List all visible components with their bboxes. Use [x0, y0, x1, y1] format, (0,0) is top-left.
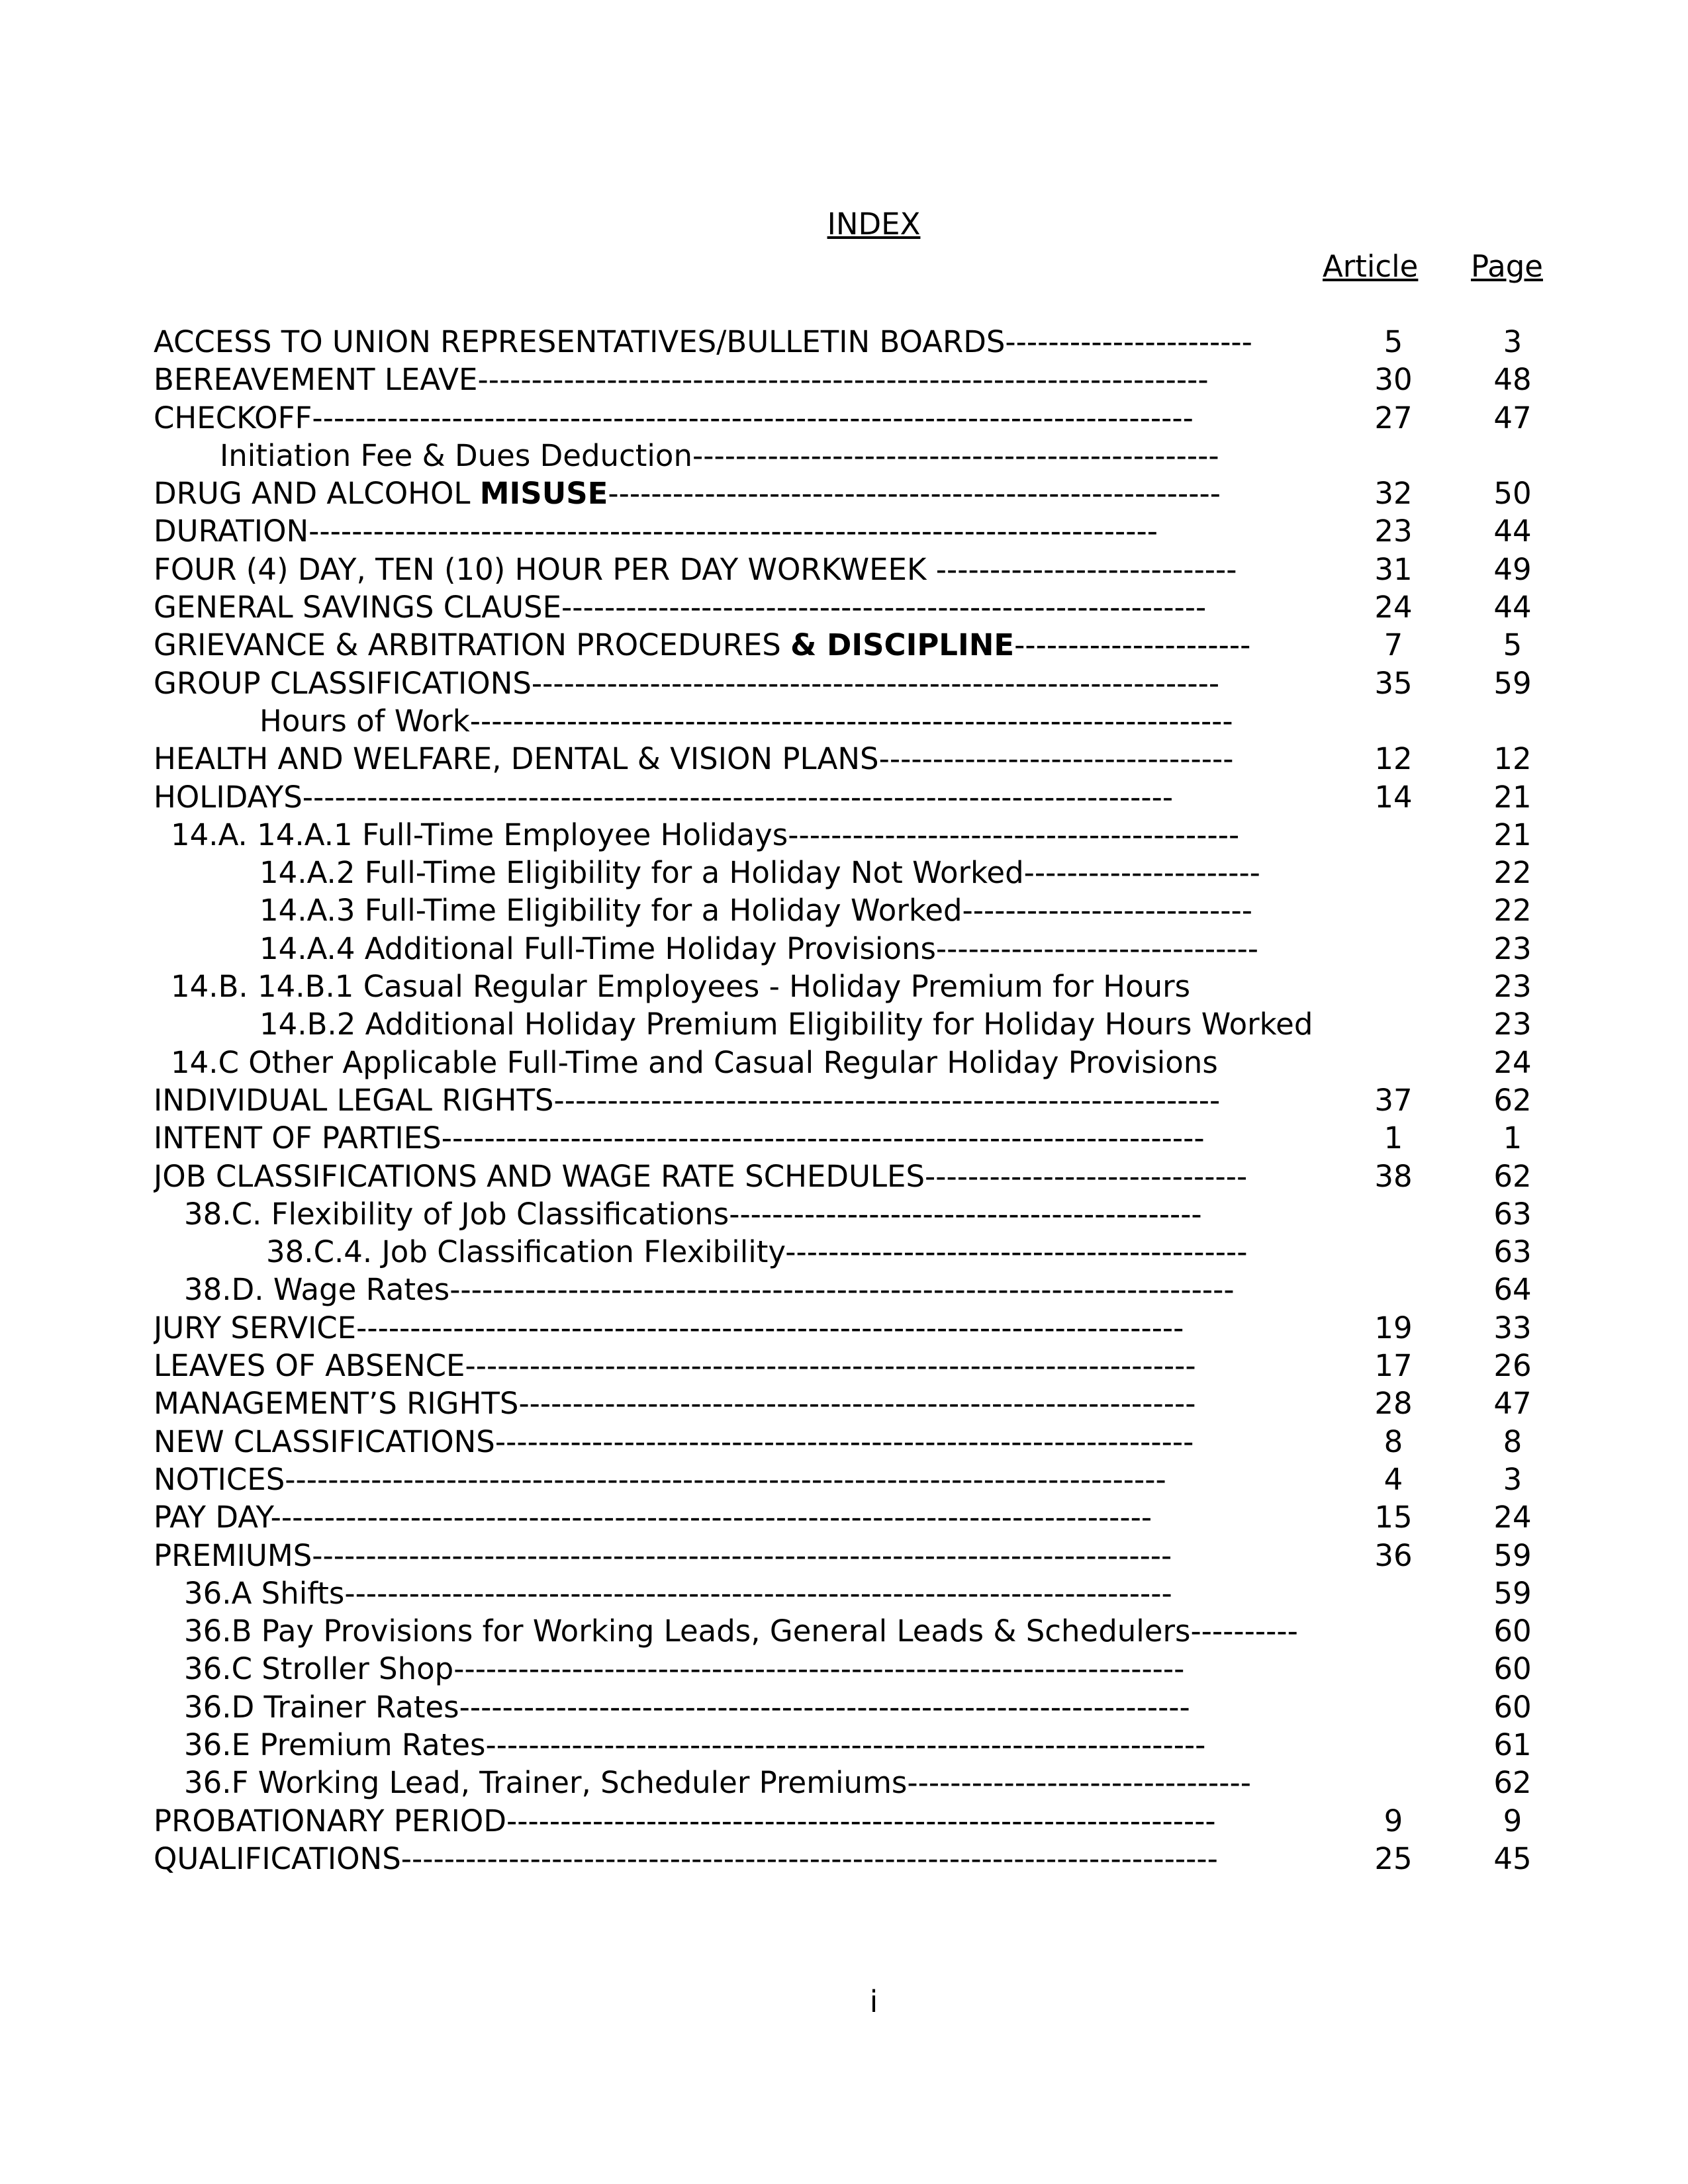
entry-label [154, 588, 1454, 626]
entry-page: 24 [1493, 1500, 1532, 1535]
entry-label [154, 1119, 1454, 1157]
entry-leader: --------------------------------------------------------- [608, 476, 1221, 512]
index-entry [0, 1158, 1688, 1195]
entry-label [154, 1840, 1454, 1878]
entry-label [154, 399, 1454, 437]
index-entry [0, 1081, 1688, 1119]
entry-label [154, 1537, 1454, 1574]
index-entry [0, 1119, 1688, 1157]
entry-label [259, 1005, 1560, 1043]
entry-label [154, 626, 1454, 664]
entry-article: 38 [1374, 1158, 1413, 1194]
index-entry [0, 551, 1688, 588]
entry-article: 8 [1383, 1424, 1403, 1459]
entry-label-text: 14.B. 14.B.1 Casual Regular Employees - Holiday Premium for Hours [171, 969, 1191, 1005]
entry-page: 49 [1493, 551, 1532, 587]
entry-page: 50 [1493, 476, 1532, 512]
entry-page: 45 [1493, 1841, 1532, 1876]
entry-label-text: GROUP CLASSIFICATIONS---------------------------------------------------------------- [154, 665, 1220, 701]
entry-label-text: GENERAL SAVINGS CLAUSE------------------------------------------------------------ [154, 590, 1207, 625]
entry-page: 60 [1493, 1689, 1532, 1725]
entry-label [171, 1044, 1472, 1081]
entry-label [171, 816, 1472, 854]
entry-label [154, 1461, 1454, 1498]
index-entry [0, 1650, 1688, 1688]
entry-label [154, 1158, 1454, 1195]
entry-page: 21 [1493, 779, 1532, 815]
index-entry [0, 1612, 1688, 1650]
entry-page: 60 [1493, 1614, 1532, 1649]
entry-label-text: 36.A Shifts----------------------------------------------------------------------------- [184, 1575, 1172, 1611]
entry-article: 37 [1374, 1082, 1413, 1118]
index-entry [0, 475, 1688, 512]
index-entry [0, 854, 1688, 891]
entry-page: 23 [1493, 931, 1532, 966]
index-entry [0, 1498, 1688, 1536]
entry-label [154, 1423, 1454, 1461]
entry-article: 28 [1374, 1386, 1413, 1422]
entry-page: 22 [1493, 893, 1532, 929]
index-entry [0, 778, 1688, 816]
entry-page: 59 [1493, 1575, 1532, 1611]
index-entry [0, 1574, 1688, 1612]
entry-label-text: 14.A.2 Full-Time Eligibility for a Holiday Not Worked---------------------- [259, 855, 1260, 891]
entry-label [154, 475, 1454, 512]
entry-label-text: Initiation Fee & Dues Deduction------------------------------------------------- [220, 437, 1219, 473]
entry-label [154, 1081, 1454, 1119]
entry-page: 44 [1493, 590, 1532, 625]
entry-label-bold: & DISCIPLINE [790, 627, 1015, 663]
entry-page: 3 [1503, 324, 1523, 359]
entry-label-text: HOLIDAYS--------------------------------------------------------------------------------- [154, 779, 1174, 815]
index-entries [0, 323, 1688, 1878]
entry-page: 61 [1493, 1727, 1532, 1762]
entry-label [154, 778, 1454, 816]
entry-label-text: 38.D. Wage Rates------------------------------------------------------------------------- [184, 1272, 1235, 1308]
entry-article: 32 [1374, 476, 1413, 512]
entry-label-text: PREMIUMS-------------------------------------------------------------------------------- [154, 1537, 1172, 1573]
entry-page: 62 [1493, 1158, 1532, 1194]
entry-label-text: LEAVES OF ABSENCE-------------------------------------------------------------------- [154, 1348, 1196, 1384]
index-entry [0, 1537, 1688, 1574]
entry-page: 60 [1493, 1651, 1532, 1687]
index-entry [0, 1309, 1688, 1347]
entry-label [154, 512, 1454, 550]
entry-article: 31 [1374, 551, 1413, 587]
entry-label-text: 14.A.4 Additional Full-Time Holiday Provisions------------------------------ [259, 931, 1259, 966]
index-entry [0, 1233, 1688, 1271]
entry-label [184, 1195, 1485, 1233]
entry-label-text: 14.A. 14.A.1 Full-Time Employee Holidays------------------------------------------ [171, 817, 1240, 852]
entry-label-text: 36.D Trainer Rates-------------------------------------------------------------------- [184, 1689, 1190, 1725]
entry-label-text: DRUG AND ALCOHOL [154, 476, 480, 512]
entry-page: 26 [1493, 1348, 1532, 1384]
entry-label-text: 38.C. Flexibility of Job Classifications-------------------------------------------- [184, 1196, 1202, 1232]
entry-article: 19 [1374, 1310, 1413, 1345]
index-entry [0, 1385, 1688, 1422]
entry-page: 48 [1493, 362, 1532, 398]
entry-label [259, 854, 1560, 891]
page-column-header: Page [1471, 249, 1543, 284]
entry-article: 15 [1374, 1500, 1413, 1535]
entry-label [154, 1802, 1454, 1840]
entry-article: 14 [1374, 779, 1413, 815]
entry-page: 21 [1493, 817, 1532, 852]
entry-page: 22 [1493, 855, 1532, 891]
entry-label-text: HEALTH AND WELFARE, DENTAL & VISION PLANS--------------------------------- [154, 741, 1234, 777]
entry-label [184, 1650, 1485, 1688]
index-entry [0, 816, 1688, 854]
entry-label-text: 36.B Pay Provisions for Working Leads, General Leads & Schedulers---------- [184, 1614, 1298, 1649]
entry-label [154, 1498, 1454, 1536]
entry-label [184, 1574, 1485, 1612]
entry-page: 44 [1493, 514, 1532, 549]
entry-page: 8 [1503, 1424, 1523, 1459]
index-entry [0, 664, 1688, 702]
entry-label-text: NEW CLASSIFICATIONS----------------------------------------------------------------- [154, 1424, 1194, 1459]
entry-label-text: 14.A.3 Full-Time Eligibility for a Holiday Worked--------------------------- [259, 893, 1252, 929]
entry-page: 12 [1493, 741, 1532, 777]
index-entry [0, 891, 1688, 929]
index-entry [0, 1764, 1688, 1801]
entry-label [184, 1612, 1485, 1650]
index-entry [0, 1726, 1688, 1764]
entry-label [259, 930, 1560, 968]
entry-label-text: 14.B.2 Additional Holiday Premium Eligibility for Holiday Hours Worked [259, 1007, 1313, 1042]
entry-label [154, 361, 1454, 398]
entry-label [184, 1271, 1485, 1308]
index-entry [0, 930, 1688, 968]
entry-page: 62 [1493, 1765, 1532, 1801]
entry-page: 59 [1493, 1537, 1532, 1573]
entry-label [171, 968, 1472, 1005]
entry-label [154, 1385, 1454, 1422]
entry-label-text: CHECKOFF---------------------------------------------------------------------------------- [154, 400, 1194, 435]
entry-article: 30 [1374, 362, 1413, 398]
article-column-header: Article [1323, 249, 1419, 284]
index-entry [0, 1423, 1688, 1461]
index-entry [0, 512, 1688, 550]
entry-label-text: 38.C.4. Job Classification Flexibility------------------------------------------- [266, 1234, 1248, 1270]
index-entry [0, 1688, 1688, 1726]
entry-page: 33 [1493, 1310, 1532, 1345]
entry-label-text: BEREAVEMENT LEAVE-------------------------------------------------------------------- [154, 362, 1209, 398]
entry-page: 23 [1493, 969, 1532, 1005]
index-entry [0, 1461, 1688, 1498]
entry-label-text: GRIEVANCE & ARBITRATION PROCEDURES [154, 627, 791, 663]
entry-label-text: 36.F Working Lead, Trainer, Scheduler Premiums-------------------------------- [184, 1765, 1251, 1801]
index-entry [0, 1195, 1688, 1233]
entry-label-text: PAY DAY---------------------------------------------------------------------------------- [154, 1500, 1152, 1535]
entry-page: 47 [1493, 1386, 1532, 1422]
entry-label [184, 1688, 1485, 1726]
index-entry [0, 361, 1688, 398]
entry-article: 36 [1374, 1537, 1413, 1573]
entry-label [259, 891, 1560, 929]
entry-label-text: FOUR (4) DAY, TEN (10) HOUR PER DAY WORKWEEK ---------------------------- [154, 551, 1237, 587]
entry-label-text: 14.C Other Applicable Full-Time and Casual Regular Holiday Provisions [171, 1044, 1218, 1080]
index-entry [0, 588, 1688, 626]
entry-article: 35 [1374, 665, 1413, 701]
entry-label [184, 1726, 1485, 1764]
entry-page: 59 [1493, 665, 1532, 701]
entry-label-text: JURY SERVICE----------------------------------------------------------------------------- [154, 1310, 1184, 1345]
index-entry [0, 1802, 1688, 1840]
entry-article: 17 [1374, 1348, 1413, 1384]
entry-label [220, 437, 1521, 475]
index-entry [0, 968, 1688, 1005]
entry-article: 9 [1383, 1803, 1403, 1839]
entry-label-text: NOTICES---------------------------------------------------------------------------------- [154, 1461, 1166, 1497]
entry-page: 62 [1493, 1082, 1532, 1118]
index-entry [0, 740, 1688, 778]
entry-article: 7 [1383, 627, 1403, 663]
entry-label-text: 36.C Stroller Shop-------------------------------------------------------------------- [184, 1651, 1185, 1687]
entry-label-text: QUALIFICATIONS---------------------------------------------------------------------------- [154, 1841, 1218, 1876]
entry-label-text: PROBATIONARY PERIOD------------------------------------------------------------------ [154, 1803, 1216, 1839]
entry-page: 5 [1503, 627, 1523, 663]
entry-article: 23 [1374, 514, 1413, 549]
index-entry [0, 626, 1688, 664]
index-entry [0, 1271, 1688, 1308]
entry-article: 27 [1374, 400, 1413, 435]
entry-page: 9 [1503, 1803, 1523, 1839]
entry-label [154, 323, 1454, 361]
page-title: INDEX [827, 206, 921, 242]
entry-label-text: 36.E Premium Rates------------------------------------------------------------------- [184, 1727, 1206, 1762]
entry-page: 23 [1493, 1007, 1532, 1042]
entry-page: 64 [1493, 1272, 1532, 1308]
entry-label-text: JOB CLASSIFICATIONS AND WAGE RATE SCHEDULES------------------------------ [154, 1158, 1248, 1194]
entry-leader: ---------------------- [1014, 627, 1251, 663]
entry-article: 24 [1374, 590, 1413, 625]
entry-page: 24 [1493, 1044, 1532, 1080]
entry-label-text: DURATION------------------------------------------------------------------------------- [154, 514, 1158, 549]
entry-page: 47 [1493, 400, 1532, 435]
entry-label [154, 1309, 1454, 1347]
index-entry [0, 1840, 1688, 1878]
entry-article: 5 [1383, 324, 1403, 359]
index-entry [0, 1044, 1688, 1081]
index-entry [0, 323, 1688, 361]
entry-label-text: MANAGEMENT’S RIGHTS--------------------------------------------------------------- [154, 1386, 1196, 1422]
entry-label-text: INTENT OF PARTIES----------------------------------------------------------------------- [154, 1120, 1205, 1156]
entry-article: 12 [1374, 741, 1413, 777]
entry-label-text: ACCESS TO UNION REPRESENTATIVES/BULLETIN BOARDS----------------------- [154, 324, 1252, 359]
index-entry [0, 399, 1688, 437]
entry-label [154, 740, 1454, 778]
page-number-footer: i [869, 1984, 878, 2019]
index-entry [0, 1005, 1688, 1043]
entry-label [266, 1233, 1567, 1271]
entry-label-text: INDIVIDUAL LEGAL RIGHTS-------------------------------------------------------------- [154, 1082, 1221, 1118]
index-entry [0, 437, 1688, 475]
entry-label-bold: MISUSE [479, 476, 608, 512]
index-entry [0, 1347, 1688, 1385]
index-entry [0, 702, 1688, 740]
entry-page: 63 [1493, 1234, 1532, 1270]
entry-article: 1 [1383, 1120, 1403, 1156]
entry-label [154, 664, 1454, 702]
entry-label [154, 551, 1454, 588]
entry-label [154, 1347, 1454, 1385]
entry-label [259, 702, 1560, 740]
entry-page: 63 [1493, 1196, 1532, 1232]
entry-label-text: Hours of Work----------------------------------------------------------------------- [259, 703, 1233, 739]
entry-article: 25 [1374, 1841, 1413, 1876]
entry-article: 4 [1383, 1461, 1403, 1497]
entry-page: 1 [1503, 1120, 1523, 1156]
entry-page: 3 [1503, 1461, 1523, 1497]
entry-label [184, 1764, 1485, 1801]
